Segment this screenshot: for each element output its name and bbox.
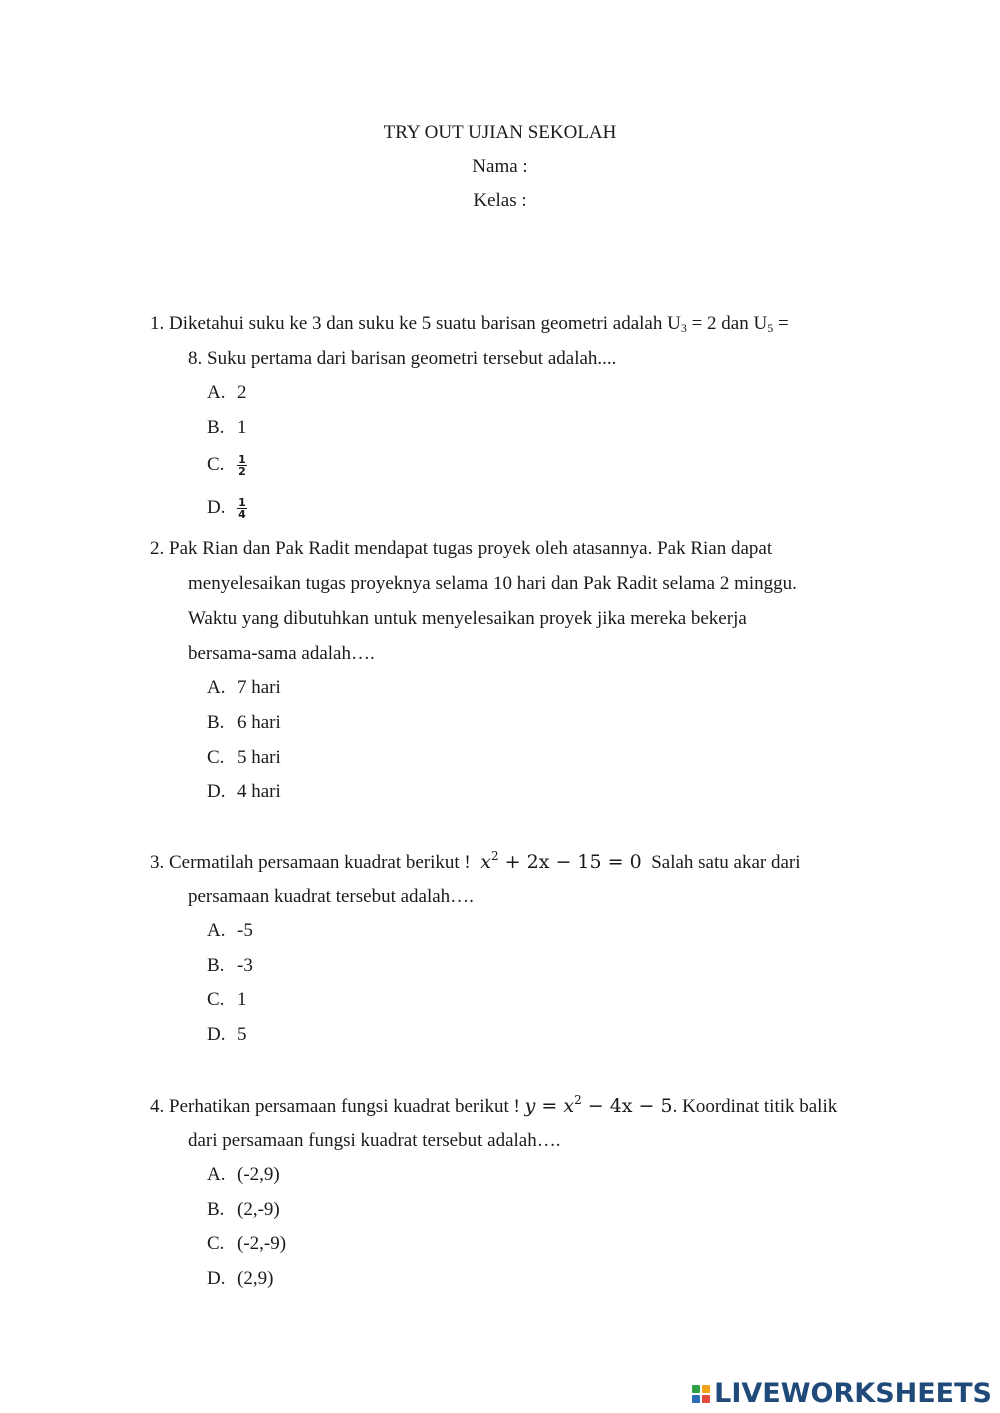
option-text: 1 [237, 989, 247, 1010]
option-text: 5 [237, 1024, 247, 1045]
option-text: (-2,9) [237, 1164, 280, 1185]
option-text: 1 [237, 417, 247, 438]
question-text: Diketahui suku ke 3 dan suku ke 5 suatu barisan geometri adalah U [169, 313, 681, 334]
question-text: = [773, 313, 789, 334]
question-4-line-1 [150, 1094, 837, 1119]
option-4b[interactable] [207, 1198, 280, 1222]
option-text: 6 hari [237, 712, 281, 733]
option-text: 5 hari [237, 747, 281, 768]
option-label: D. [207, 1268, 226, 1289]
math-exponent: 2 [490, 849, 499, 863]
option-text: 4 hari [237, 781, 281, 802]
option-label: A. [207, 1164, 226, 1185]
option-label: B. [207, 955, 225, 976]
fraction-one-half [237, 454, 247, 477]
option-3d[interactable] [207, 1023, 247, 1047]
option-1a[interactable] [207, 381, 247, 405]
denominator: 4 [238, 508, 246, 522]
option-label: A. [207, 920, 226, 941]
option-text: 7 hari [237, 677, 281, 698]
option-text: -5 [237, 920, 253, 941]
option-4d[interactable] [207, 1267, 273, 1291]
subscript: 5 [767, 321, 774, 335]
question-text: Pak Rian dan Pak Radit mendapat tugas proyek oleh atasannya. Pak Rian dapat [169, 538, 773, 559]
page-title: TRY OUT UJIAN SEKOLAH [383, 122, 617, 143]
question-2-line-1 [150, 537, 772, 561]
name-label: Nama : [472, 156, 528, 177]
math-variable: x [480, 851, 491, 873]
liveworksheets-logo [692, 1378, 992, 1409]
option-label: D. [207, 497, 226, 518]
option-3a[interactable] [207, 919, 253, 943]
question-number: 4. [150, 1096, 165, 1117]
option-text: (2,9) [237, 1268, 274, 1289]
question-1-line-1 [150, 312, 789, 336]
question-2-line-3: Waktu yang dibutuhkan untuk menyelesaikan proyek jika mereka bekerja [188, 608, 747, 629]
question-1-line-2: 8. Suku pertama dari barisan geometri tersebut adalah.... [188, 348, 617, 369]
question-3-line-2: persamaan kuadrat tersebut adalah…. [188, 886, 474, 907]
option-3c[interactable] [207, 988, 247, 1012]
option-label: C. [207, 1233, 225, 1254]
option-4c[interactable] [207, 1232, 286, 1256]
logo-square [702, 1395, 710, 1403]
option-label: B. [207, 417, 225, 438]
option-label: C. [207, 747, 225, 768]
option-label: D. [207, 781, 226, 802]
option-label: A. [207, 382, 226, 403]
option-3b[interactable] [207, 954, 253, 978]
option-4a[interactable] [207, 1163, 280, 1187]
logo-square [692, 1385, 700, 1393]
question-number: 3. [150, 852, 165, 873]
option-1b[interactable] [207, 416, 247, 440]
question-text: Salah satu akar dari [651, 852, 801, 873]
quadratic-equation [480, 851, 641, 873]
question-text: Perhatikan persamaan fungsi kuadrat berikut ! [169, 1096, 520, 1117]
subscript: 3 [680, 321, 687, 335]
class-label: Kelas : [473, 190, 527, 211]
logo-square [702, 1385, 710, 1393]
logo-grid-icon [692, 1385, 710, 1403]
numerator: 1 [238, 496, 246, 510]
question-number: 1. [150, 313, 165, 334]
option-text: (-2,-9) [237, 1233, 287, 1254]
math-lhs: y = x [524, 1095, 575, 1117]
option-text: -3 [237, 955, 253, 976]
quadratic-function [525, 1095, 673, 1117]
question-2-line-4: bersama-sama adalah…. [188, 643, 375, 664]
fraction-one-quarter [237, 497, 247, 520]
math-rest: − 4x − 5 [581, 1095, 673, 1117]
option-1c[interactable] [207, 453, 247, 477]
numerator: 1 [238, 453, 246, 467]
option-label: D. [207, 1024, 226, 1045]
option-text: (2,-9) [237, 1199, 280, 1220]
option-2c[interactable] [207, 746, 281, 770]
option-label: B. [207, 1199, 225, 1220]
question-text: = 2 dan U [686, 313, 768, 334]
option-1d[interactable] [207, 496, 247, 520]
logo-text: LIVEWORKSHEETS [714, 1378, 992, 1409]
option-2b[interactable] [207, 711, 281, 735]
option-label: B. [207, 712, 225, 733]
option-2a[interactable] [207, 676, 281, 700]
math-rest: + 2x − 15 = 0 [504, 851, 642, 873]
question-number: 2. [150, 538, 165, 559]
option-label: C. [207, 454, 225, 475]
math-exponent: 2 [574, 1093, 582, 1107]
question-3-line-1 [150, 850, 801, 875]
option-label: C. [207, 989, 225, 1010]
denominator: 2 [238, 465, 246, 479]
option-label: A. [207, 677, 226, 698]
question-2-line-2: menyelesaikan tugas proyeknya selama 10 hari dan Pak Radit selama 2 minggu. [188, 573, 797, 594]
option-text: 2 [237, 382, 247, 403]
logo-square [692, 1395, 700, 1403]
question-4-line-2: dari persamaan fungsi kuadrat tersebut adalah…. [188, 1130, 561, 1151]
question-text: Cermatilah persamaan kuadrat berikut ! [169, 852, 471, 873]
question-text: . Koordinat titik balik [672, 1096, 838, 1117]
option-2d[interactable] [207, 780, 281, 804]
